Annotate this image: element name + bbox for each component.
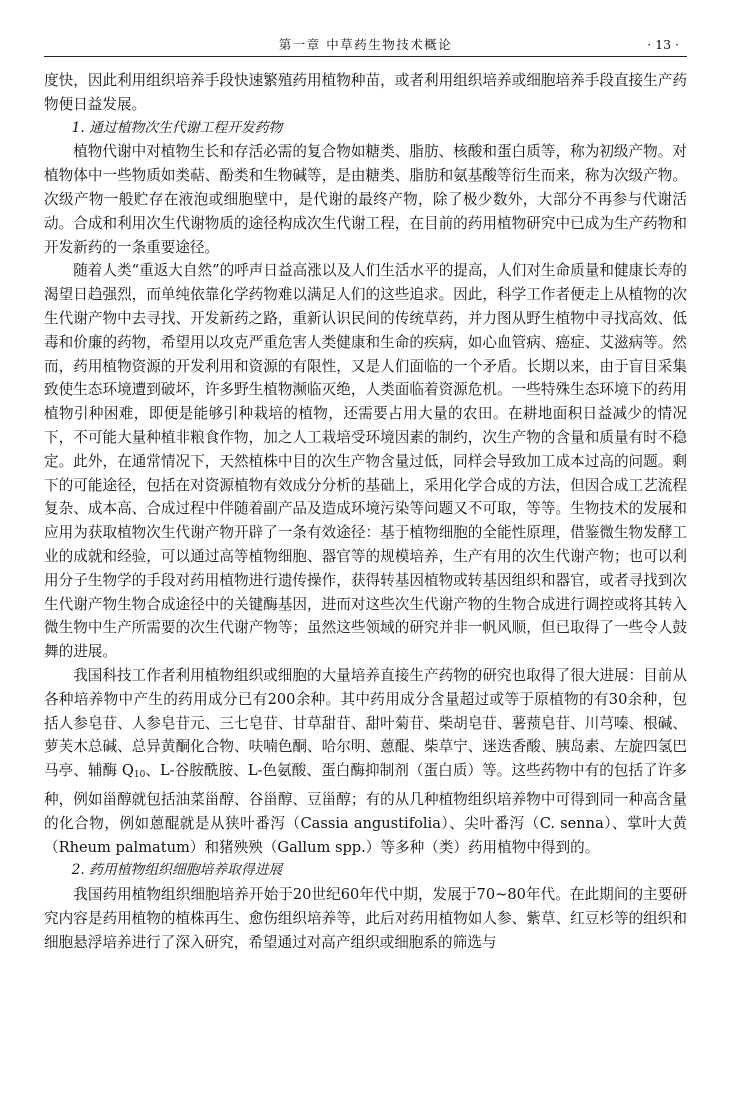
section-heading-2: 2. 药用植物组织细胞培养取得进展 (71, 862, 283, 879)
running-header (44, 34, 687, 57)
page-number: · 13 · (647, 37, 679, 52)
paragraph-china-research (44, 664, 687, 859)
coenzyme-subscript: 10 (133, 770, 146, 781)
paragraph-tissue-culture: 我国药用植物组织细胞培养开始于20世纪60年代中期，发展于70~80年代。在此期间的主要研究内容是药用植物的植株再生、愈伤组织培养等，此后对药用植物如人参、紫草、红豆杉等的组织和细胞悬浮培养进行了深入研究，希望通过对高产组织或细胞系的筛选与 (44, 886, 687, 951)
chapter-title: 第一章 中草药生物技术概论 (278, 37, 453, 52)
paragraph-continued: 度快，因此利用组织培养手段快速繁殖药用植物种苗，或者利用组织培养或细胞培养手段直接生产药物便日益发展。 (44, 72, 687, 113)
section-heading-1: 1. 通过植物次生代谢工程开发药物 (71, 119, 283, 136)
paragraph-text-part-b: 、L-谷胺酰胺、L-色氨酸、蛋白酶抑制剂（蛋白质）等。这些药物中有的包括了许多种，例如甾醇就包括油菜甾醇、谷甾醇、豆甾醇；有的从几种植物组织培养物中可得到同一种高含量的化合物，例如蒽醌就是从狭叶番泻（Cassia angustifolia）、尖叶番泻（C. senna）、掌叶大黄（Rheum palmatum）和猪殃殃（Gallum spp.）等多种（类）药用植物中得到的。 (44, 762, 687, 856)
paragraph-secondary-metabolism: 植物代谢中对植物生长和存活必需的复合物如糖类、脂肪、核酸和蛋白质等，称为初级产物。对植物体中一些物质如类萜、酚类和生物碱等，是由糖类、脂肪和氨基酸等衍生而来，称为次级产物。次级产物一般贮存在液泡或细胞壁中，是代谢的最终产物，除了极少数外，大部分不再参与代谢活动。合成和利用次生代谢物质的途径构成次生代谢工程，在目前的药用植物研究中已成为生产药物和开发新药的一条重要途径。 (44, 143, 687, 256)
paragraph-text-part-a: 我国科技工作者利用植物组织或细胞的大量培养直接生产药物的研究也取得了很大进展：目前从各种培养物中产生的药用成分已有200余种。其中药用成分含量超过或等于原植物的有30余种，包括人参皂苷、人参皂苷元、三七皂苷、甘草甜苷、甜叶菊苷、柴胡皂苷、薯蓣皂苷、川芎嗪、根碱、萝芙木总碱、总异黄酮化合物、呋喃色酮、哈尔明、蒽醌、柴草宁、迷迭香酸、胰岛素、左旋四氢巴马亭、辅酶 Q (44, 666, 687, 780)
page-body (44, 69, 687, 954)
paragraph-return-to-nature: 随着人类“重返大自然”的呼声日益高涨以及人们生活水平的提高，人们对生命质量和健康长寿的渴望日趋强烈，而单纯依靠化学药物难以满足人们的这些追求。因此，科学工作者便走上从植物的次生代谢产物中去寻找、开发新药之路，重新认识民间的传统草药，并力图从野生植物中寻找高效、低毒和价廉的药物，希望用以攻克严重危害人类健康和生命的疾病，如心血管病、癌症、艾滋病等。然而，药用植物资源的开发利用和资源的有限性，又是人们面临的一个矛盾。长期以来，由于盲目采集致使生态环境遭到破坏，许多野生植物濒临灭绝，人类面临着资源危机。一些特殊生态环境下的药用植物引种困难，即便是能够引种栽培的植物，还需要占用大量的农田。在耕地面积日益减少的情况下，不可能大量种植非粮食作物，加之人工栽培受环境因素的制约，次生产物的含量和质量有时不稳定。此外，在通常情况下，天然植株中目的次生产物含量过低，同样会导致加工成本过高的问题。剩下的可能途径，包括在对资源植物有效成分分析的基础上，采用化学合成的方法，但因合成工艺流程复杂、成本高、合成过程中伴随着副产品及造成环境污染等问题又不可取，等等。生物技术的发展和应用为获取植物次生代谢产物开辟了一条有效途径：基于植物细胞的全能性原理，借鉴微生物发酵工业的成就和经验，可以通过高等植物细胞、器官等的规模培养，生产有用的次生代谢产物；也可以利用分子生物学的手段对药用植物进行遗传操作，获得转基因植物或转基因组织和器官，或者寻找到次生代谢产物生物合成途径中的关键酶基因，进而对这些次生代谢产物的生物合成进行调控或将其转入微生物中生产所需要的次生代谢产物等；虽然这些领域的研究并非一帆风顺，但已取得了一些令人鼓舞的进展。 (44, 262, 687, 661)
